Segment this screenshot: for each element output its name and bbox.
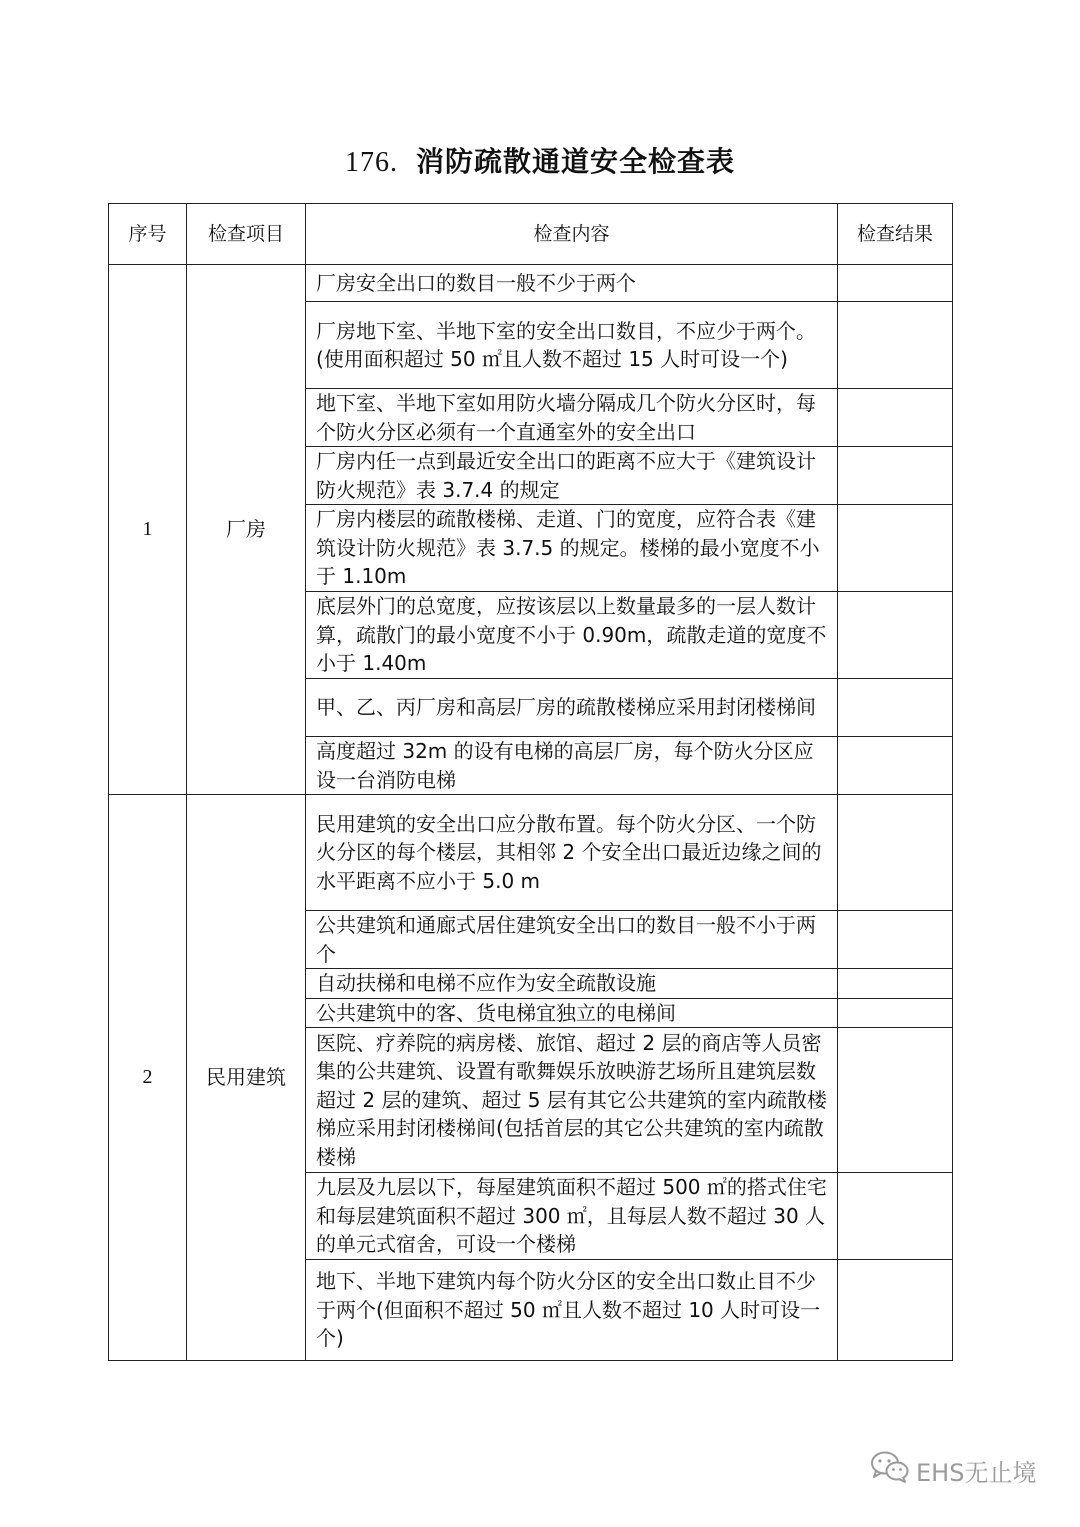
row-content: 厂房内任一点到最近安全出口的距离不应大于《建筑设计防火规范》表 3.7.4 的规定 bbox=[306, 447, 838, 505]
group-category: 厂房 bbox=[187, 265, 306, 795]
row-content: 高度超过 32m 的设有电梯的高层厂房，每个防火分区应设一台消防电梯 bbox=[306, 737, 838, 795]
row-result[interactable] bbox=[838, 592, 953, 679]
row-result[interactable] bbox=[838, 911, 953, 969]
page-title bbox=[0, 140, 1080, 180]
row-content: 自动扶梯和电梯不应作为安全疏散设施 bbox=[306, 969, 838, 999]
row-result[interactable] bbox=[838, 795, 953, 911]
table-row bbox=[109, 795, 953, 911]
header-row bbox=[109, 204, 953, 265]
row-content: 底层外门的总宽度，应按该层以上数量最多的一层人数计算，疏散门的最小宽度不小于 0.90m，疏散走道的宽度不小于 1.40m bbox=[306, 592, 838, 679]
row-content: 甲、乙、丙厂房和高层厂房的疏散楼梯应采用封闭楼梯间 bbox=[306, 679, 838, 737]
watermark-text: EHS无止境 bbox=[916, 1458, 1037, 1487]
group-index: 2 bbox=[109, 795, 187, 1361]
title-number: 176. bbox=[344, 147, 398, 178]
title-text: 消防疏散通道安全检查表 bbox=[415, 145, 735, 178]
group-index: 1 bbox=[109, 265, 187, 795]
row-content: 民用建筑的安全出口应分散布置。每个防火分区、一个防火分区的每个楼层，其相邻 2 个安全出口最近边缘之间的水平距离不应小于 5.0 m bbox=[306, 795, 838, 911]
row-result[interactable] bbox=[838, 447, 953, 505]
row-result[interactable] bbox=[838, 1260, 953, 1361]
row-result[interactable] bbox=[838, 302, 953, 389]
header-content: 检查内容 bbox=[306, 204, 838, 265]
row-content: 公共建筑和通廊式居住建筑安全出口的数目一般不小于两个 bbox=[306, 911, 838, 969]
row-content: 厂房内楼层的疏散楼梯、走道、门的宽度，应符合表《建筑设计防火规范》表 3.7.5 的规定。楼梯的最小宽度不小于 1.10m bbox=[306, 505, 838, 592]
row-result[interactable] bbox=[838, 389, 953, 447]
header-result: 检查结果 bbox=[838, 204, 953, 265]
row-content: 厂房安全出口的数目一般不少于两个 bbox=[306, 265, 838, 302]
header-index: 序号 bbox=[109, 204, 187, 265]
wechat-icon bbox=[870, 1450, 910, 1490]
row-content: 地下、半地下建筑内每个防火分区的安全出口数止目不少于两个(但面积不超过 50 ㎡且人数不超过 10 人时可设一个) bbox=[306, 1260, 838, 1361]
group-category: 民用建筑 bbox=[187, 795, 306, 1361]
row-content: 公共建筑中的客、货电梯宜独立的电梯间 bbox=[306, 998, 838, 1028]
row-content: 医院、疗养院的病房楼、旅馆、超过 2 层的商店等人员密集的公共建筑、设置有歌舞娱乐放映游艺场所且建筑层数超过 2 层的建筑、超过 5 层有其它公共建筑的室内疏散楼梯应采用封闭楼梯间(包括首层的其它公共建筑的室内疏散楼梯 bbox=[306, 1028, 838, 1173]
row-result[interactable] bbox=[838, 679, 953, 737]
table-row bbox=[109, 265, 953, 302]
inspection-table bbox=[108, 203, 953, 1361]
row-result[interactable] bbox=[838, 1173, 953, 1260]
watermark bbox=[870, 1450, 1036, 1490]
row-result[interactable] bbox=[838, 1028, 953, 1173]
row-content: 厂房地下室、半地下室的安全出口数目，不应少于两个。(使用面积超过 50 ㎡且人数不超过 15 人时可设一个) bbox=[306, 302, 838, 389]
row-content: 地下室、半地下室如用防火墙分隔成几个防火分区时，每个防火分区必须有一个直通室外的安全出口 bbox=[306, 389, 838, 447]
row-result[interactable] bbox=[838, 737, 953, 795]
row-result[interactable] bbox=[838, 505, 953, 592]
header-item: 检查项目 bbox=[187, 204, 306, 265]
row-content: 九层及九层以下，每屋建筑面积不超过 500 ㎡的搭式住宅和每层建筑面积不超过 300 ㎡，且每层人数不超过 30 人的单元式宿舍，可设一个楼梯 bbox=[306, 1173, 838, 1260]
row-result[interactable] bbox=[838, 969, 953, 999]
row-result[interactable] bbox=[838, 998, 953, 1028]
row-result[interactable] bbox=[838, 265, 953, 302]
